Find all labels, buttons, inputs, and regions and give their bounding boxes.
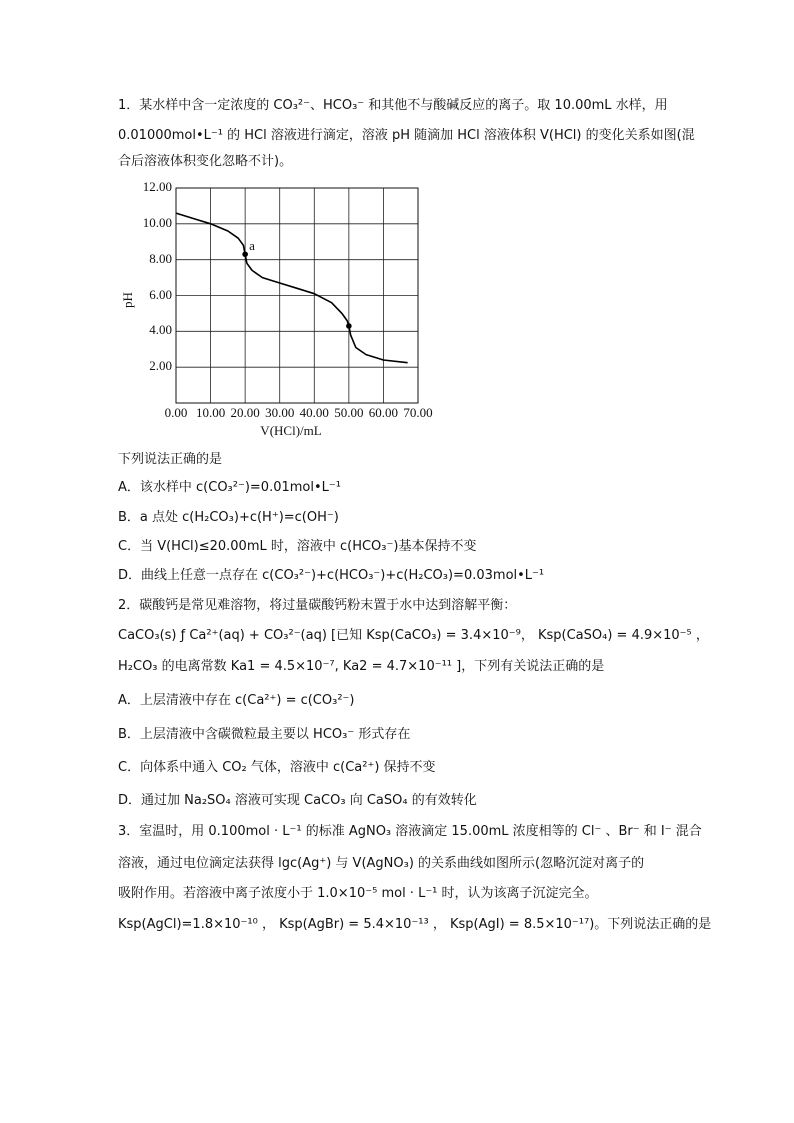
q2-option-d: D．通过加 Na₂SO₄ 溶液可实现 CaCO₃ 向 CaSO₄ 的有效转化 [118, 793, 477, 808]
x-tick-label: 10.00 [195, 405, 226, 420]
q3-line-3: 吸附作用。若溶液中离子浓度小于 1.0×10⁻⁵ mol · L⁻¹ 时，认为该离子沉淀完全。 [118, 886, 598, 901]
q1-option-c: C．当 V(HCl)≤20.00mL 时，溶液中 c(HCO₃⁻)基本保持不变 [118, 539, 477, 554]
y-tick-label: 12.00 [142, 179, 172, 194]
y-tick-label: 10.00 [142, 214, 172, 230]
y-tick-label: 6.00 [149, 286, 172, 302]
x-tick-label: 60.00 [368, 405, 399, 420]
y-tick-label: 8.00 [149, 250, 172, 266]
q3-line-2: 溶液，通过电位滴定法获得 lgc(Ag⁺) 与 V(AgNO₃) 的关系曲线如图所示(忽略沉淀对离子的 [118, 856, 645, 871]
q1-option-b: B．a 点处 c(H₂CO₃)+c(H⁺)=c(OH⁻) [118, 510, 339, 525]
data-point-0 [242, 251, 248, 257]
x-tick-label: 0.00 [164, 405, 188, 420]
x-tick-label: 70.00 [403, 405, 433, 420]
q2-line-2: CaCO₃(s) ƒ Ca²⁺(aq) + CO₃²⁻(aq) [已知 Ksp(CaCO₃) = 3.4×10⁻⁹， Ksp(CaSO₄) = 4.9×10⁻⁵ ， [118, 628, 709, 643]
data-point-1 [346, 323, 352, 329]
q1-line-1: 1．某水样中含一定浓度的 CO₃²⁻、HCO₃⁻ 和其他不与酸碱反应的离子。取 10.00mL 水样，用 [118, 98, 668, 113]
q1-line-2: 0.01000mol•L⁻¹ 的 HCl 溶液进行滴定，溶液 pH 随滴加 HCl 溶液体积 V(HCl) 的变化关系如图(混 [118, 128, 695, 143]
y-tick-label: 4.00 [149, 322, 172, 338]
q3-line-1: 3．室温时，用 0.100mol · L⁻¹ 的标准 AgNO₃ 溶液滴定 15.00mL 浓度相等的 Cl⁻ 、Br⁻ 和 I⁻ 混合 [118, 824, 702, 839]
x-tick-label: 50.00 [334, 405, 364, 420]
q3-line-4: Ksp(AgCl)=1.8×10⁻¹⁰ ， Ksp(AgBr) = 5.4×10⁻¹³ ， Ksp(AgI) = 8.5×10⁻¹⁷)。下列说法正确的是 [118, 917, 712, 932]
point-label-a: a [249, 238, 255, 254]
q2-line-1: 2．碳酸钙是常见难溶物，将过量碳酸钙粉末置于水中达到溶解平衡： [118, 598, 517, 613]
x-tick-label: 30.00 [265, 405, 295, 420]
q1-option-d: D．曲线上任意一点存在 c(CO₃²⁻)+c(HCO₃⁻)+c(H₂CO₃)=0.03mol•L⁻¹ [118, 568, 545, 583]
x-tick-label: 40.00 [299, 405, 329, 420]
x-axis-title: V(HCl)/mL [260, 423, 322, 438]
q1-prompt: 下列说法正确的是 [118, 452, 223, 467]
y-axis-title: pH [120, 291, 135, 308]
ph-titration-chart [116, 178, 446, 448]
q1-option-a: A．该水样中 c(CO₃²⁻)=0.01mol•L⁻¹ [118, 480, 341, 495]
q1-line-3: 合后溶液体积变化忽略不计)。 [118, 154, 293, 169]
x-tick-label: 20.00 [230, 405, 260, 420]
q2-option-c: C．向体系中通入 CO₂ 气体，溶液中 c(Ca²⁺) 保持不变 [118, 760, 436, 775]
q2-line-3: H₂CO₃ 的电离常数 Ka1 = 4.5×10⁻⁷, Ka2 = 4.7×10⁻¹¹ ]，下列有关说法正确的是 [118, 659, 605, 674]
q2-option-a: A．上层清液中存在 c(Ca²⁺) = c(CO₃²⁻) [118, 693, 355, 708]
y-tick-label: 2.00 [149, 358, 172, 374]
q2-option-b: B．上层清液中含碳微粒最主要以 HCO₃⁻ 形式存在 [118, 727, 411, 742]
